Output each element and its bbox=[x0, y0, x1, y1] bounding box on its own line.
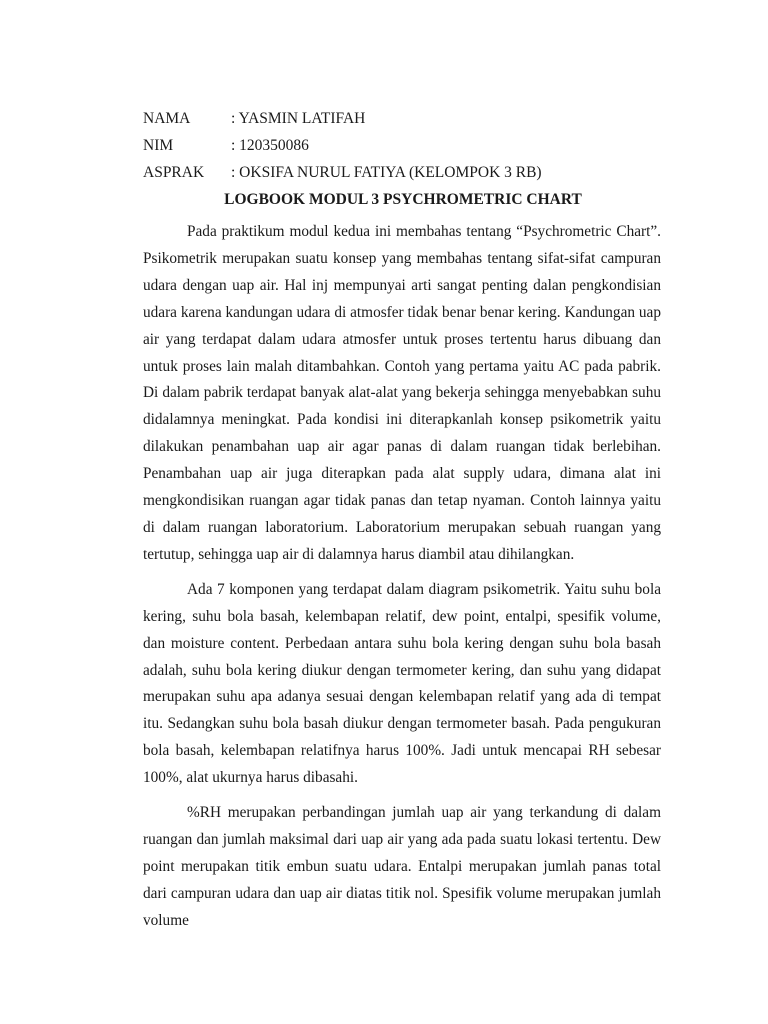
nim-row bbox=[143, 136, 663, 163]
document-body bbox=[143, 219, 661, 935]
asprak-label: ASPRAK bbox=[143, 164, 205, 181]
asprak-row bbox=[143, 163, 663, 190]
nim-value: : 120350086 bbox=[231, 137, 309, 154]
paragraph-2: Ada 7 komponen yang terdapat dalam diagram psikometrik. Yaitu suhu bola kering, suhu bola basah, kelembapan relatif, dew point, entalpi, spesifik volume, dan moisture content. Perbedaan antara suhu bola kering dengan suhu bola basah adalah, suhu bola kering diukur dengan termometer kering, dan suhu yang didapat merupakan suhu apa adanya sesuai dengan kelembapan relatif yang ada di tempat itu. Sedangkan suhu bola basah diukur dengan termometer basah. Pada pengukuran bola basah, kelembapan relatifnya harus 100%. Jadi untuk mencapai RH sebesar 100%, alat ukurnya harus dibasahi. bbox=[143, 580, 661, 787]
name-value: : YASMIN LATIFAH bbox=[231, 110, 366, 127]
name-row bbox=[143, 109, 663, 136]
name-label: NAMA bbox=[143, 110, 191, 127]
student-info bbox=[143, 109, 663, 190]
nim-label: NIM bbox=[143, 137, 174, 154]
paragraph-1: Pada praktikum modul kedua ini membahas tentang “Psychrometric Chart”. Psikometrik merupakan suatu konsep yang membahas tentang sifat-sifat campuran udara dengan uap air. Hal inj mempunyai arti sangat penting dalan pengkondisian udara karena kandungan udara di atmosfer tidak benar benar kering. Kandungan uap air yang terdapat dalam udara atmosfer untuk proses tertentu harus dibuang dan untuk proses lain malah ditambahkan. Contoh yang pertama yaitu AC pada pabrik. Di dalam pabrik terdapat banyak alat-alat yang bekerja sehingga menyebabkan suhu didalamnya meningkat. Pada kondisi ini diterapkanlah konsep psikometrik yaitu dilakukan penambahan uap air agar panas di dalam ruangan tidak berlebihan. Penambahan uap air juga diterapkan pada alat supply udara, dimana alat ini mengkondisikan ruangan agar tidak panas dan tetap nyaman. Contoh lainnya yaitu di dalam ruangan laboratorium. Laboratorium merupakan sebuah ruangan yang tertutup, sehingga uap air di dalamnya harus diambil atau dihilangkan. bbox=[143, 223, 661, 563]
paragraph-3: %RH merupakan perbandingan jumlah uap air yang terkandung di dalam ruangan dan jumlah maksimal dari uap air yang ada pada suatu lokasi tertentu. Dew point merupakan titik embun suatu udara. Entalpi merupakan jumlah panas total dari campuran udara dan uap air diatas titik nol. Spesifik volume merupakan jumlah volume bbox=[143, 804, 661, 929]
asprak-value: : OKSIFA NURUL FATIYA (KELOMPOK 3 RB) bbox=[231, 164, 542, 181]
document-title: LOGBOOK MODUL 3 PSYCHROMETRIC CHART bbox=[224, 191, 582, 208]
